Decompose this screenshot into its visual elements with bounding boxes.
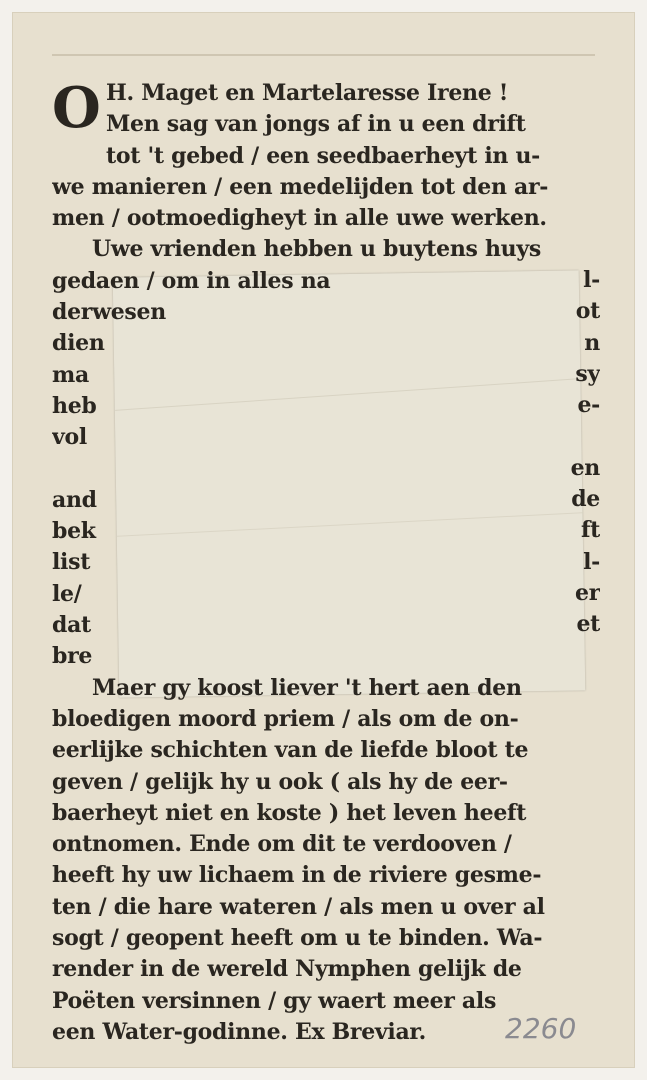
text-line: and xyxy=(52,486,97,513)
text-line: heeft hy uw lichaem in de riviere gesme- xyxy=(52,862,542,889)
text-line: tot 't gebed / een seedbaerheyt in u- xyxy=(106,142,540,169)
text-line xyxy=(52,454,619,485)
text-fragment: l- xyxy=(583,548,600,575)
text-line: dien xyxy=(52,330,105,357)
text-line: men / ootmoedigheyt in alle uwe werken. xyxy=(52,205,547,232)
text-line: vol xyxy=(52,424,87,451)
text-line: eerlijke schichten van de liefde bloot te xyxy=(52,737,529,764)
text-fragment: ft xyxy=(580,517,600,544)
text-line: Poëten versinnen / gy waert meer als xyxy=(52,987,497,1014)
right-fragments xyxy=(560,265,600,641)
text-line: baerheyt niet en koste ) het leven heeft xyxy=(52,799,527,826)
text-line: derwesen xyxy=(52,299,166,326)
text-fragment: de xyxy=(571,486,600,513)
text-line: ma xyxy=(52,361,89,388)
document-text xyxy=(52,75,619,1048)
text-line: bloedigen moord priem / als om de on- xyxy=(52,705,519,732)
drop-capital: O xyxy=(52,75,101,141)
text-fragment: ot xyxy=(575,298,600,325)
text-line: ontnomen. Ende om dit te verdooven / xyxy=(52,831,512,858)
text-line: sogt / geopent heeft om u te binden. Wa- xyxy=(52,925,543,952)
text-line: Maer gy koost liever 't hert aen den xyxy=(92,674,522,701)
text-fragment: et xyxy=(576,611,600,638)
text-line: H. Maget en Martelaresse Irene ! xyxy=(106,80,509,106)
text-fragment: n xyxy=(584,329,600,356)
text-line: we manieren / een medelijden tot den ar- xyxy=(52,173,549,200)
text-line: een Water-godinne. Ex Breviar. xyxy=(52,1018,427,1045)
text-line: gedaen / om in alles na xyxy=(52,267,331,294)
text-line: render in de wereld Nymphen gelijk de xyxy=(52,956,522,983)
text-line: geven / gelijk hy u ook ( als hy de eer- xyxy=(52,768,508,795)
text-line: Men sag van jongs af in u een drift xyxy=(106,111,526,138)
text-line: ten / die hare wateren / als men u over al xyxy=(52,893,545,920)
text-line: le/ xyxy=(52,580,82,607)
text-fragment: en xyxy=(570,454,600,481)
text-fragment xyxy=(560,421,600,452)
top-rule xyxy=(52,54,595,56)
text-line: list xyxy=(52,549,91,576)
text-line: bre xyxy=(52,643,93,670)
text-fragment: e- xyxy=(577,392,600,419)
text-line: bek xyxy=(52,518,96,545)
text-line: dat xyxy=(52,612,91,639)
text-line: Uwe vrienden hebben u buytens huys xyxy=(92,236,541,263)
inventory-mark: 2260 xyxy=(505,1012,577,1045)
text-fragment: er xyxy=(575,579,600,606)
text-line: heb xyxy=(52,392,97,419)
text-fragment: sy xyxy=(575,360,600,387)
text-fragment: l- xyxy=(583,267,600,293)
